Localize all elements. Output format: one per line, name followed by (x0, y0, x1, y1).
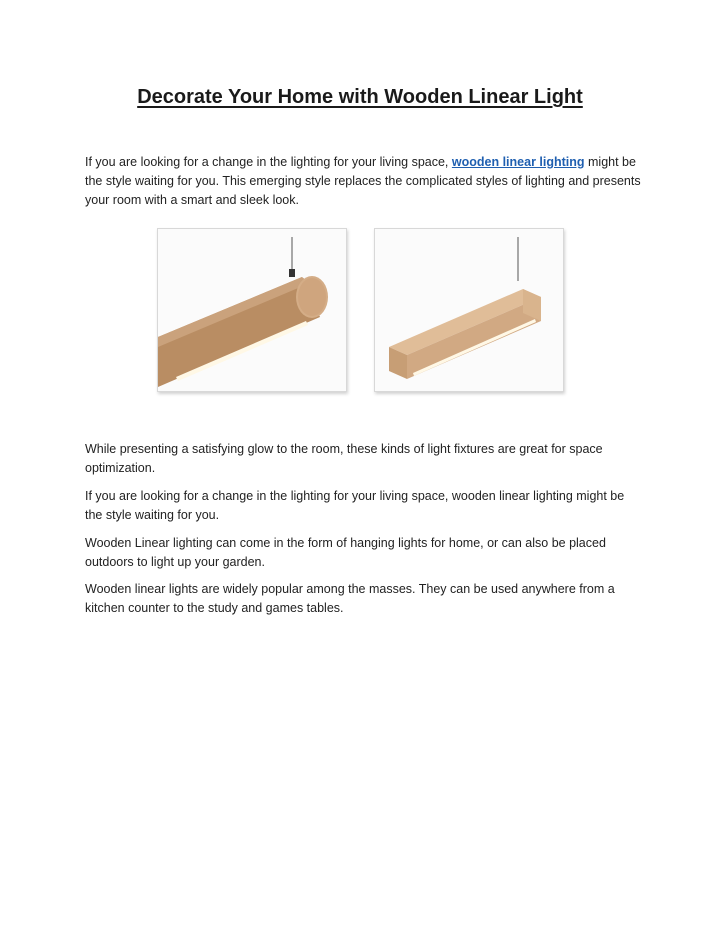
round-wooden-linear-light-photo (157, 228, 347, 392)
paragraph-3: Wooden Linear lighting can come in the form of hanging lights for home, or can also be placed outdoors to light up your garden. (85, 536, 606, 569)
paragraph-2: If you are looking for a change in the lighting for your living space, wooden linear lighting might be the style waiting for you. (85, 489, 625, 522)
square-wooden-linear-light-photo (374, 228, 564, 392)
intro-paragraph (85, 153, 645, 210)
paragraph-4: Wooden linear lights are widely popular among the masses. They can be used anywhere from a kitchen counter to the study and games tables. (85, 582, 615, 615)
intro-text-before-link: If you are looking for a change in the lighting for your living space, (85, 155, 452, 169)
page-title: Decorate Your Home with Wooden Linear Light (137, 86, 583, 108)
intro-text-after-link: might be the style waiting for you. This emerging style replaces the complicated styles of lighting and presents your room with a smart and sleek look. (85, 155, 641, 207)
wooden-linear-lighting-link[interactable]: wooden linear lighting (451, 155, 585, 169)
paragraph-1: While presenting a satisfying glow to the room, these kinds of light fixtures are great for space optimization. (85, 442, 603, 475)
